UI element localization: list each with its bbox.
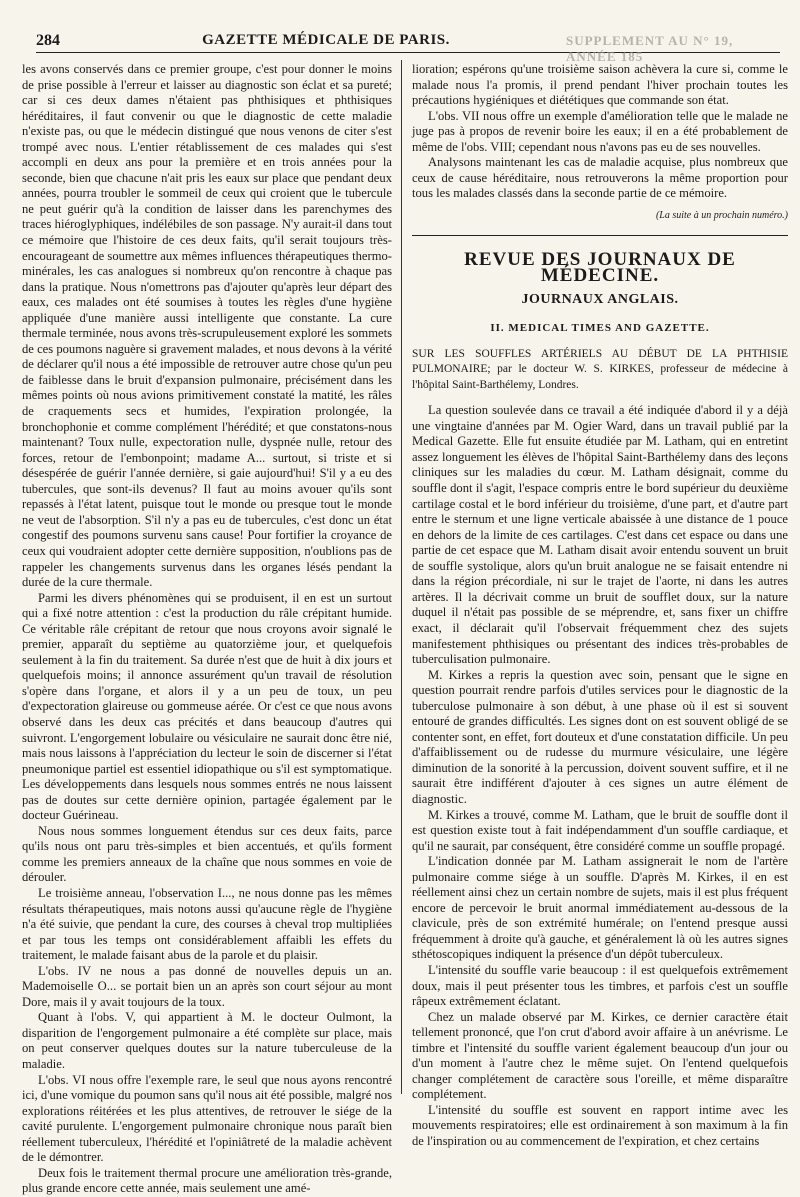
paragraph: M. Kirkes a trouvé, comme M. Latham, que le bruit de souffle dont il est question existe tout à fait indépendamment d'un souffle cardiaque, et qu'il ne saurait, par conséquent, être considéré comme un souffle propagé. <box>412 807 788 853</box>
subsection-title: JOURNAUX ANGLAIS. <box>521 291 679 307</box>
article-byline: SUR LES SOUFFLES ARTÉRIELS AU DÉBUT DE LA PHTHISIE PULMONAIRE; par le docteur W. S. KIRKES, professeur de médecine à l'hôpital Saint-Barthélemy, Londres. <box>412 347 788 391</box>
paragraph: Quant à l'obs. V, qui appartient à M. le docteur Oulmont, la disparition de l'engorgement pulmonaire a été complète sur place, mais on peut conserver quelques doutes sur la nature tuberculeuse de la maladie. <box>22 1010 392 1071</box>
paragraph: Nous nous sommes longuement étendus sur ces deux faits, parce qu'ils nous ont paru très-simples et bien accentués, et qu'ils forment comme les premiers anneaux de la chaîne que nous sommes en voie de dérouler. <box>22 823 392 885</box>
paragraph: L'intensité du souffle varie beaucoup : il est quelquefois extrêmement doux, mais il peut présenter tous les timbres, et parfois c'est un souffle râpeux extrêmement éclatant. <box>412 962 788 1009</box>
paragraph: Analysons maintenant les cas de maladie acquise, plus nombreux que ceux de cause héréditaire, nous retrouverons la même proportion pour tous les malades classés dans la seconde partie de ce mémoire. <box>412 155 788 201</box>
paragraph: L'intensité du souffle est souvent en rapport intime avec les mouvements respiratoires; elle est ordinairement à son maximum à la fin de l'inspiration ou au commencement de l'expiration, et chez certains <box>412 1102 788 1148</box>
paragraph: La question soulevée dans ce travail a été indiquée d'abord il y a déjà une vingtaine d'années par M. Ogier Ward, dans un travail publié par la Medical Gazette. Elle fut ensuite étudiée par M. Latham, qui en entretint assez longuement les élèves de l'hôpital Saint-Barthélemy dans des leçons cliniques sur les maladies du cœur. M. Latham désignait, comme du souffle dont il s'agit, l'espace compris entre le bord supérieur du deuxième cartilage costal et le bord inférieur du troisième, d'une part, et d'autre part entre le sternum et une ligne verticale abaissée à une distance de 1 pouce en dehors de la limite de ces cartilages. C'est dans cet espace ou dans une partie de cet espace que M. Latham disait avoir entendu souvent un bruit de souffle systolique, alors qu'un bruit analogue ne se faisait entendre ni dans la région précordiale, ni sur le trajet de l'aorte, ni dans les autres artères. Il la décrivait comme un bruit de soufflet doux, sur la nature duquel il n'était pas possible de se méprendre, et, sans fixer un chiffre exact, il déclarait qu'il l'observait fréquemment chez des sujets manifestement phthisiques ou présentant des indices très-probables de tuberculisation pulmonaire. <box>412 403 788 667</box>
right-column <box>412 62 788 1148</box>
paragraph: Le troisième anneau, l'observation I..., ne nous donne pas les mêmes résultats thérapeutiques, mais notons aussi qu'aucune règle de l'hygiène n'a été suivie, que pendant la cure, des courses à cheval trop multipliées et par tous les temps ont considérablement affaibli les effets du traitement, le malade faisant abus de la parole et du plaisir. <box>22 885 392 963</box>
paragraph: les avons conservés dans ce premier groupe, c'est pour donner le moins de prise possible à l'erreur et laisser au diagnostic son éclat et sa pureté; car si ces deux dames n'étaient pas phthisiques et phthisiques héréditaires, il faut convenir ou que le diagnostic de cette maladie n'existe pas, ou que le médecin distingué que nous venons de citer s'est trompé avec nous. L'entier rétablissement de ces malades qui s'est accompli en deux ans pour la première et en trois années pour la seconde, bien que chacune n'ait pris les eaux sur place que pendant deux années, pourra troubler le sommeil de ceux qui croient que le tubercule ne peut guérir qu'à la condition de laisser dans les parenchymes des traces hiéroglyphiques, indélébiles de son passage. N'y aurait-il dans tout ce mémoire que l'histoire de ces deux faits, qu'il serait toujours très-encourageant de soumettre aux mêmes influences thérapeutiques thermo-minérales, les cas analogues si nombreux qu'on rencontre à chaque pas dans la pratique. Nous n'omettrons pas d'ajouter qu'après leur départ des eaux, ces malades ont été soumises à toutes les règles d'une hygiène appliquée d'une manière aussi intelligente que constante. La cure thermale terminée, nous avons très-scrupuleusement exploré les sommets de ces poumons naguère si gravement malades, et nous devons à la vérité de déclarer qu'il nous a été impossible de retrouver autre chose qu'un peu de faiblesse dans le bruit d'expansion pulmonaire, précisément dans les mêmes points où nous avions primitivement constaté la matité, les râles de craquements secs et humides, l'expiration prolongée, la bronchophonie et comme complément l'hérédité; et que constatons-nous maintenant? Toux nulle, expectoration nulle, dyspnée nulle, retour des forces, retour de l'embonpoint; madame A... surtout, si triste et si désespérée de guérir l'année dernière, si gaie aujourd'hui! S'il y a eu des tubercules, que sont-ils devenus? Il faut au moins avouer qu'ils sont repassés à l'état latent, puisque tout le monde ou presque tout le monde ne veut de l'absorption. S'il n'y a pas eu de tubercules, c'est donc un état congestif des poumons survenu sans cause! Pour fortifier la croyance de ceux qui voudraient adopter cette dernière supposition, n'oublions pas de rappeler les changements survenus dans les organes lésés pendant la durée de la cure thermale. <box>22 62 393 590</box>
page-number: 284 <box>36 32 60 49</box>
section-separator <box>412 235 788 236</box>
running-head <box>36 30 780 64</box>
paragraph: Chez un malade observé par M. Kirkes, ce dernier caractère était tellement prononcé, que l'on crut d'abord avoir affaire à un anévrisme. Le timbre et l'intensité du souffle varient également beaucoup d'un jour ou d'un moment à l'autre chez le même sujet. On l'entend quelquefois changer complétement de caractère sous l'oreille, et même disparaître complétement. <box>412 1009 788 1102</box>
section-title: REVUE DES JOURNAUX DE MÉDECINE. <box>464 249 736 287</box>
paragraph: L'obs. VII nous offre un exemple d'amélioration telle que le malade ne juge pas à propos de revenir boire les eaux; il en a été probablement de même de l'obs. VIII; cependant nous n'avons pas eu de ses nouvelles. <box>412 108 788 154</box>
paragraph: L'obs. VI nous offre l'exemple rare, le seul que nous ayons rencontré ici, d'une vomique du poumon sans qu'il nous ait été possible, malgré nos explorations réitérées et les plus attentives, de retrouver le siége de la cavité purulente. L'engorgement pulmonaire chronique nous paraît bien réellement tuberculeux, l'hérédité et l'opiniâtreté de la maladie achèvent de le démontrer. <box>22 1072 392 1165</box>
left-column <box>22 62 393 1196</box>
continued-note: (La suite à un prochain numéro.) <box>655 209 788 221</box>
paragraph: L'obs. IV ne nous a pas donné de nouvelles depuis un an. Mademoiselle O... se portait bien un an après son court séjour au mont Dore, mais il y avait toujours de la toux. <box>22 963 392 1009</box>
column-divider <box>401 60 402 1094</box>
bleed-through-header: SUPPLEMENT AU N° 19, ANNÉE 185 <box>566 33 734 64</box>
paragraph: Deux fois le traitement thermal procure une amélioration très-grande, plus grande encore cette année, mais seulement une amé- <box>22 1165 392 1196</box>
journal-title: GAZETTE MÉDICALE DE PARIS. <box>202 32 450 48</box>
paragraph: M. Kirkes a repris la question avec soin, pensant que le signe en question pourrait rendre parfois d'utiles services pour le diagnostic de la tuberculose pulmonaire à son début, à une phase où il est si souvent entouré de grandes difficultés. Les signes dont on est souvent obligé de se contenter sont, en effet, fort douteux et d'une constatation difficile. Un peu d'affaiblissement ou de rudesse du murmure vésiculaire, une légère diminution de la sonorité à la percussion, doivent souvent suffire, et il ne saurait être indifférent d'ajouter à ces signes un autre élément de diagnostic. <box>412 667 788 806</box>
paragraph: lioration; espérons qu'une troisième saison achèvera la cure si, comme le malade nous l'a promis, il prend pendant l'hiver prochain toutes les précautions hygiéniques et diététiques que commande son état. <box>412 62 788 108</box>
paragraph: L'indication donnée par M. Latham assignerait le nom de l'artère pulmonaire comme siége à un souffle. D'après M. Kirkes, il en est réellement ainsi chez un certain nombre de sujets, mais il est plus fréquent encore de percevoir le bruit anormal immédiatement au-dessous de la clavicule, près de son extrémité humérale; on l'entend presque aussi fréquemment à droite qu'à gauche, et généralement là où les autres signes sthétoscopiques indiquent la présence d'un dépôt tuberculeux. <box>412 854 788 962</box>
article-title: II. MEDICAL TIMES AND GAZETTE. <box>490 322 710 335</box>
paragraph: Parmi les divers phénomènes qui se produisent, il en est un surtout qui a fixé notre attention : c'est la production du râle crépitant humide. Ce véritable râle crépitant de retour que nous croyons avoir signalé le premier, apparaît du septième au quatorzième jour, et quelquefois seulement à la fin du traitement. Sa durée n'est que de huit à dix jours et quelquefois moins; il annonce assurément qu'un travail de résolution s'opère dans l'organe, et alors il y a un peu de toux, un peu d'expectoration glaireuse ou gommeuse aérée. Or c'est ce que nous avons observé dans les deux cas précités et dans beaucoup d'autres qui suivront. L'engorgement lobulaire ou vésiculaire ne saurait donc être nié, mais nous laissons à l'appréciation du lecteur le soin de discerner si l'état pneumonique partiel est essentiel idiopathique ou s'il est symptomatique. Les développements dans lesquels nous sommes entrés ne nous laissent pas de doutes sur cette dernière opinion, partagée également par le docteur Guérineau. <box>22 590 392 823</box>
